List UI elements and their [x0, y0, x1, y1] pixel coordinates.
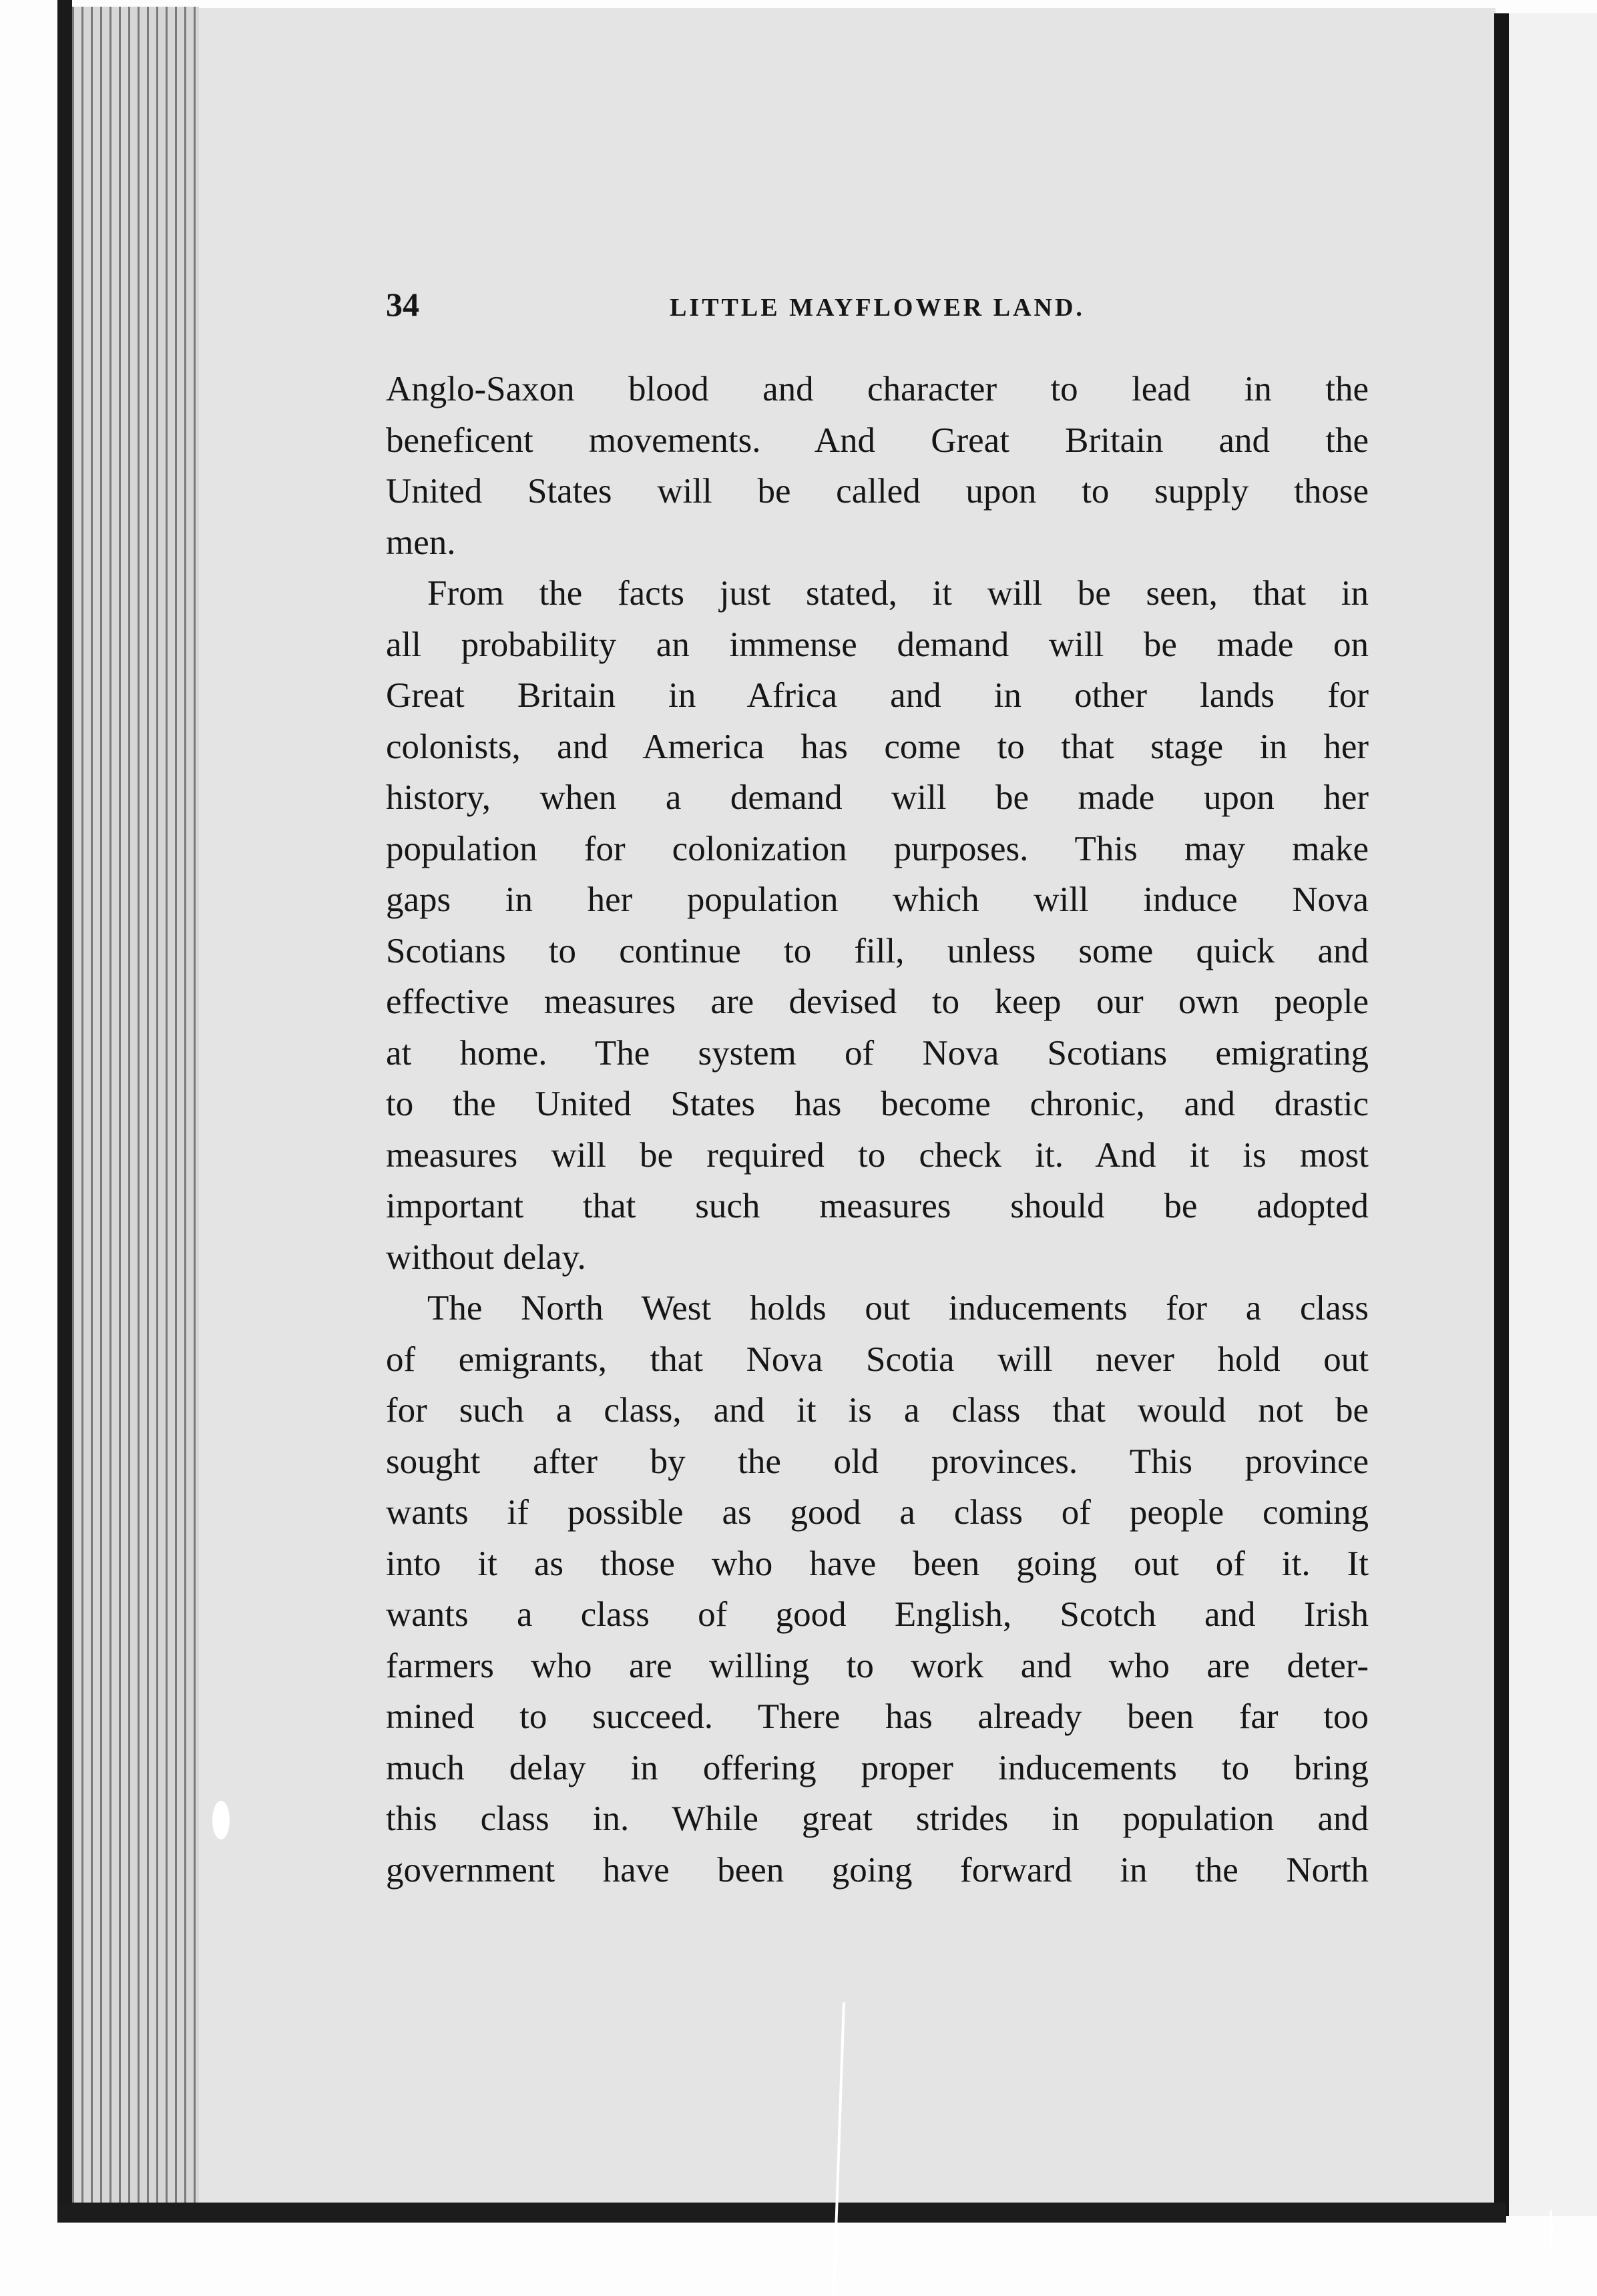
text-line: much delay in offering proper inducements to bring — [386, 1748, 1369, 1787]
text-line: all probability an immense demand will be made on — [386, 625, 1369, 664]
text-line: government have been going forward in the North — [386, 1850, 1369, 1890]
text-line: mined to succeed. There has already been far too — [386, 1697, 1369, 1736]
text-line: colonists, and America has come to that stage in her — [386, 727, 1369, 766]
text-line: men. — [386, 523, 456, 562]
text-line: effective measures are devised to keep our own people — [386, 982, 1369, 1021]
text-line: to the United States has become chronic, and drastic — [386, 1085, 1369, 1123]
running-head — [386, 277, 1369, 338]
text-line: population for colonization purposes. This may make — [386, 829, 1369, 868]
text-line: Anglo-Saxon blood and character to lead in the — [386, 370, 1369, 408]
text-line: Great Britain in Africa and in other lands for — [386, 676, 1369, 715]
bottom-edge-shadow — [57, 2203, 1506, 2223]
text-line: into it as those who have been going out of it. It — [386, 1544, 1369, 1583]
text-line: without delay. — [386, 1237, 586, 1277]
film-speck — [1549, 2209, 1553, 2249]
text-line: wants a class of good English, Scotch and Irish — [386, 1595, 1369, 1634]
text-line: beneficent movements. And Great Britain and the — [386, 420, 1369, 460]
paragraph-3 — [386, 1283, 1369, 1896]
left-binding-shadow — [57, 0, 72, 2223]
text-line: measures will be required to check it. And it is most — [386, 1135, 1369, 1175]
facing-page-edge — [1509, 13, 1597, 2216]
page-content — [386, 277, 1369, 1896]
paragraph-2 — [386, 568, 1369, 1283]
text-line: The North West holds out inducements for a class — [427, 1289, 1369, 1328]
text-line: history, when a demand will be made upon her — [386, 778, 1369, 817]
text-line: Scotians to continue to fill, unless some quick and — [386, 931, 1369, 970]
page-stack-edge — [72, 7, 199, 2223]
film-speck — [212, 1801, 230, 1839]
right-spine-shadow — [1494, 13, 1509, 2216]
text-line: wants if possible as good a class of people coming — [386, 1493, 1369, 1532]
text-line: important that such measures should be adopted — [386, 1187, 1369, 1225]
text-line: sought after by the old provinces. This province — [386, 1442, 1369, 1481]
paragraph-1 — [386, 364, 1369, 568]
text-line: United States will be called upon to supply those — [386, 472, 1369, 511]
text-line: gaps in her population which will induce Nova — [386, 880, 1369, 919]
text-line: farmers who are willing to work and who are deter- — [386, 1646, 1369, 1685]
page-number: 34 — [386, 286, 419, 323]
text-line: From the facts just stated, it will be seen, that in — [427, 574, 1369, 613]
text-line: of emigrants, that Nova Scotia will never hold out — [386, 1340, 1369, 1379]
text-line: this class in. While great strides in population and — [386, 1799, 1369, 1838]
text-line: for such a class, and it is a class that would not be — [386, 1391, 1369, 1430]
running-head-title: LITTLE MAYFLOWER LAND. — [670, 294, 1085, 322]
text-line: at home. The system of Nova Scotians emigrating — [386, 1033, 1369, 1073]
